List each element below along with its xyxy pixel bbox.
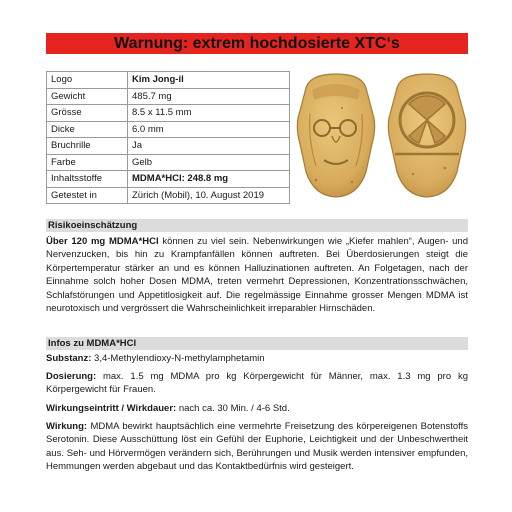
info-value: Zürich (Mobil), 10. August 2019	[128, 187, 290, 204]
wirkdauer-text: nach ca. 30 Min. / 4-6 Std.	[176, 403, 290, 414]
info-label: Getestet in	[47, 187, 128, 204]
wirkung-paragraph	[46, 420, 468, 474]
info-row	[47, 105, 290, 122]
pill-front-photo	[292, 70, 380, 200]
info-row	[47, 171, 290, 188]
info-value: Gelb	[128, 154, 290, 171]
info-label: Inhaltsstoffe	[47, 171, 128, 188]
info-label: Gewicht	[47, 88, 128, 105]
dosierung-text: max. 1.5 mg MDMA pro kg Körpergewicht für Männer, max. 1.3 mg pro kg Körpergewicht für Frauen.	[46, 371, 468, 396]
info-value: 6.0 mm	[128, 121, 290, 138]
warning-banner: Warnung: extrem hochdosierte XTC‘s	[46, 33, 468, 54]
info-label: Logo	[47, 72, 128, 89]
dosierung-paragraph	[46, 370, 468, 397]
dosierung-label: Dosierung:	[46, 371, 97, 382]
info-label: Grösse	[47, 105, 128, 122]
substanz-label: Substanz:	[46, 353, 92, 364]
info-label: Farbe	[47, 154, 128, 171]
substanz-line	[46, 352, 468, 365]
info-row	[47, 187, 290, 204]
info-label: Dicke	[47, 121, 128, 138]
risk-paragraph	[46, 235, 468, 315]
info-value: MDMA*HCl: 248.8 mg	[128, 171, 290, 188]
wirkung-label: Wirkung:	[46, 421, 88, 432]
info-value: 8.5 x 11.5 mm	[128, 105, 290, 122]
infos-heading: Infos zu MDMA*HCl	[46, 337, 468, 350]
risk-lead: Über 120 mg MDMA*HCl	[46, 236, 159, 247]
pill-back-photo	[383, 70, 471, 200]
wirkdauer-line	[46, 402, 468, 415]
risk-heading: Risikoeinschätzung	[46, 219, 468, 232]
substanz-text: 3,4-Methylendioxy-N-methylamphetamin	[91, 353, 265, 364]
info-row	[47, 88, 290, 105]
risk-text: können zu viel sein. Nebenwirkungen wie „Kiefer mahlen“, Augen- und Nervenzucken, bis hin zu Krampfanfällen können auftreten. Bei Überdosierungen steigt die Körpertemperatur stärker an und es können Halluzinationen auftreten. An Folgetagen, nach der Einnahme solch hoher Dosen MDMA, treten vermehrt Depressionen, Konzentrationsschwächen, Schlafstörungen und Appetitlosigkeit auf. Die regelmässige Einnahme grosser Mengen MDMA ist neurotoxisch und vergrössert die Wahrscheinlichkeit irreparabler Hirnschäden.	[46, 236, 468, 315]
info-value: Ja	[128, 138, 290, 155]
info-row	[47, 72, 290, 89]
info-row	[47, 154, 290, 171]
info-row	[47, 138, 290, 155]
info-value: Kim Jong-il	[128, 72, 290, 89]
info-label: Bruchrille	[47, 138, 128, 155]
wirkdauer-label: Wirkungseintritt / Wirkdauer:	[46, 403, 177, 414]
pill-info-table	[46, 71, 290, 204]
wirkung-text: MDMA bewirkt hauptsächlich eine vermehrte Freisetzung des körpereigenen Botenstoffs Serotonin. Diese Ausschüttung löst ein Gefühl der Euphorie, Leichtigkeit und der Unbeschwertheit aus. Seh- und Hörvermögen verändern sich, Berührungen und Musik werden intensiver empfunden, Hemmungen werden abgebaut und das Kontaktbedürfnis wird gesteigert.	[46, 421, 468, 473]
info-row	[47, 121, 290, 138]
info-value: 485.7 mg	[128, 88, 290, 105]
